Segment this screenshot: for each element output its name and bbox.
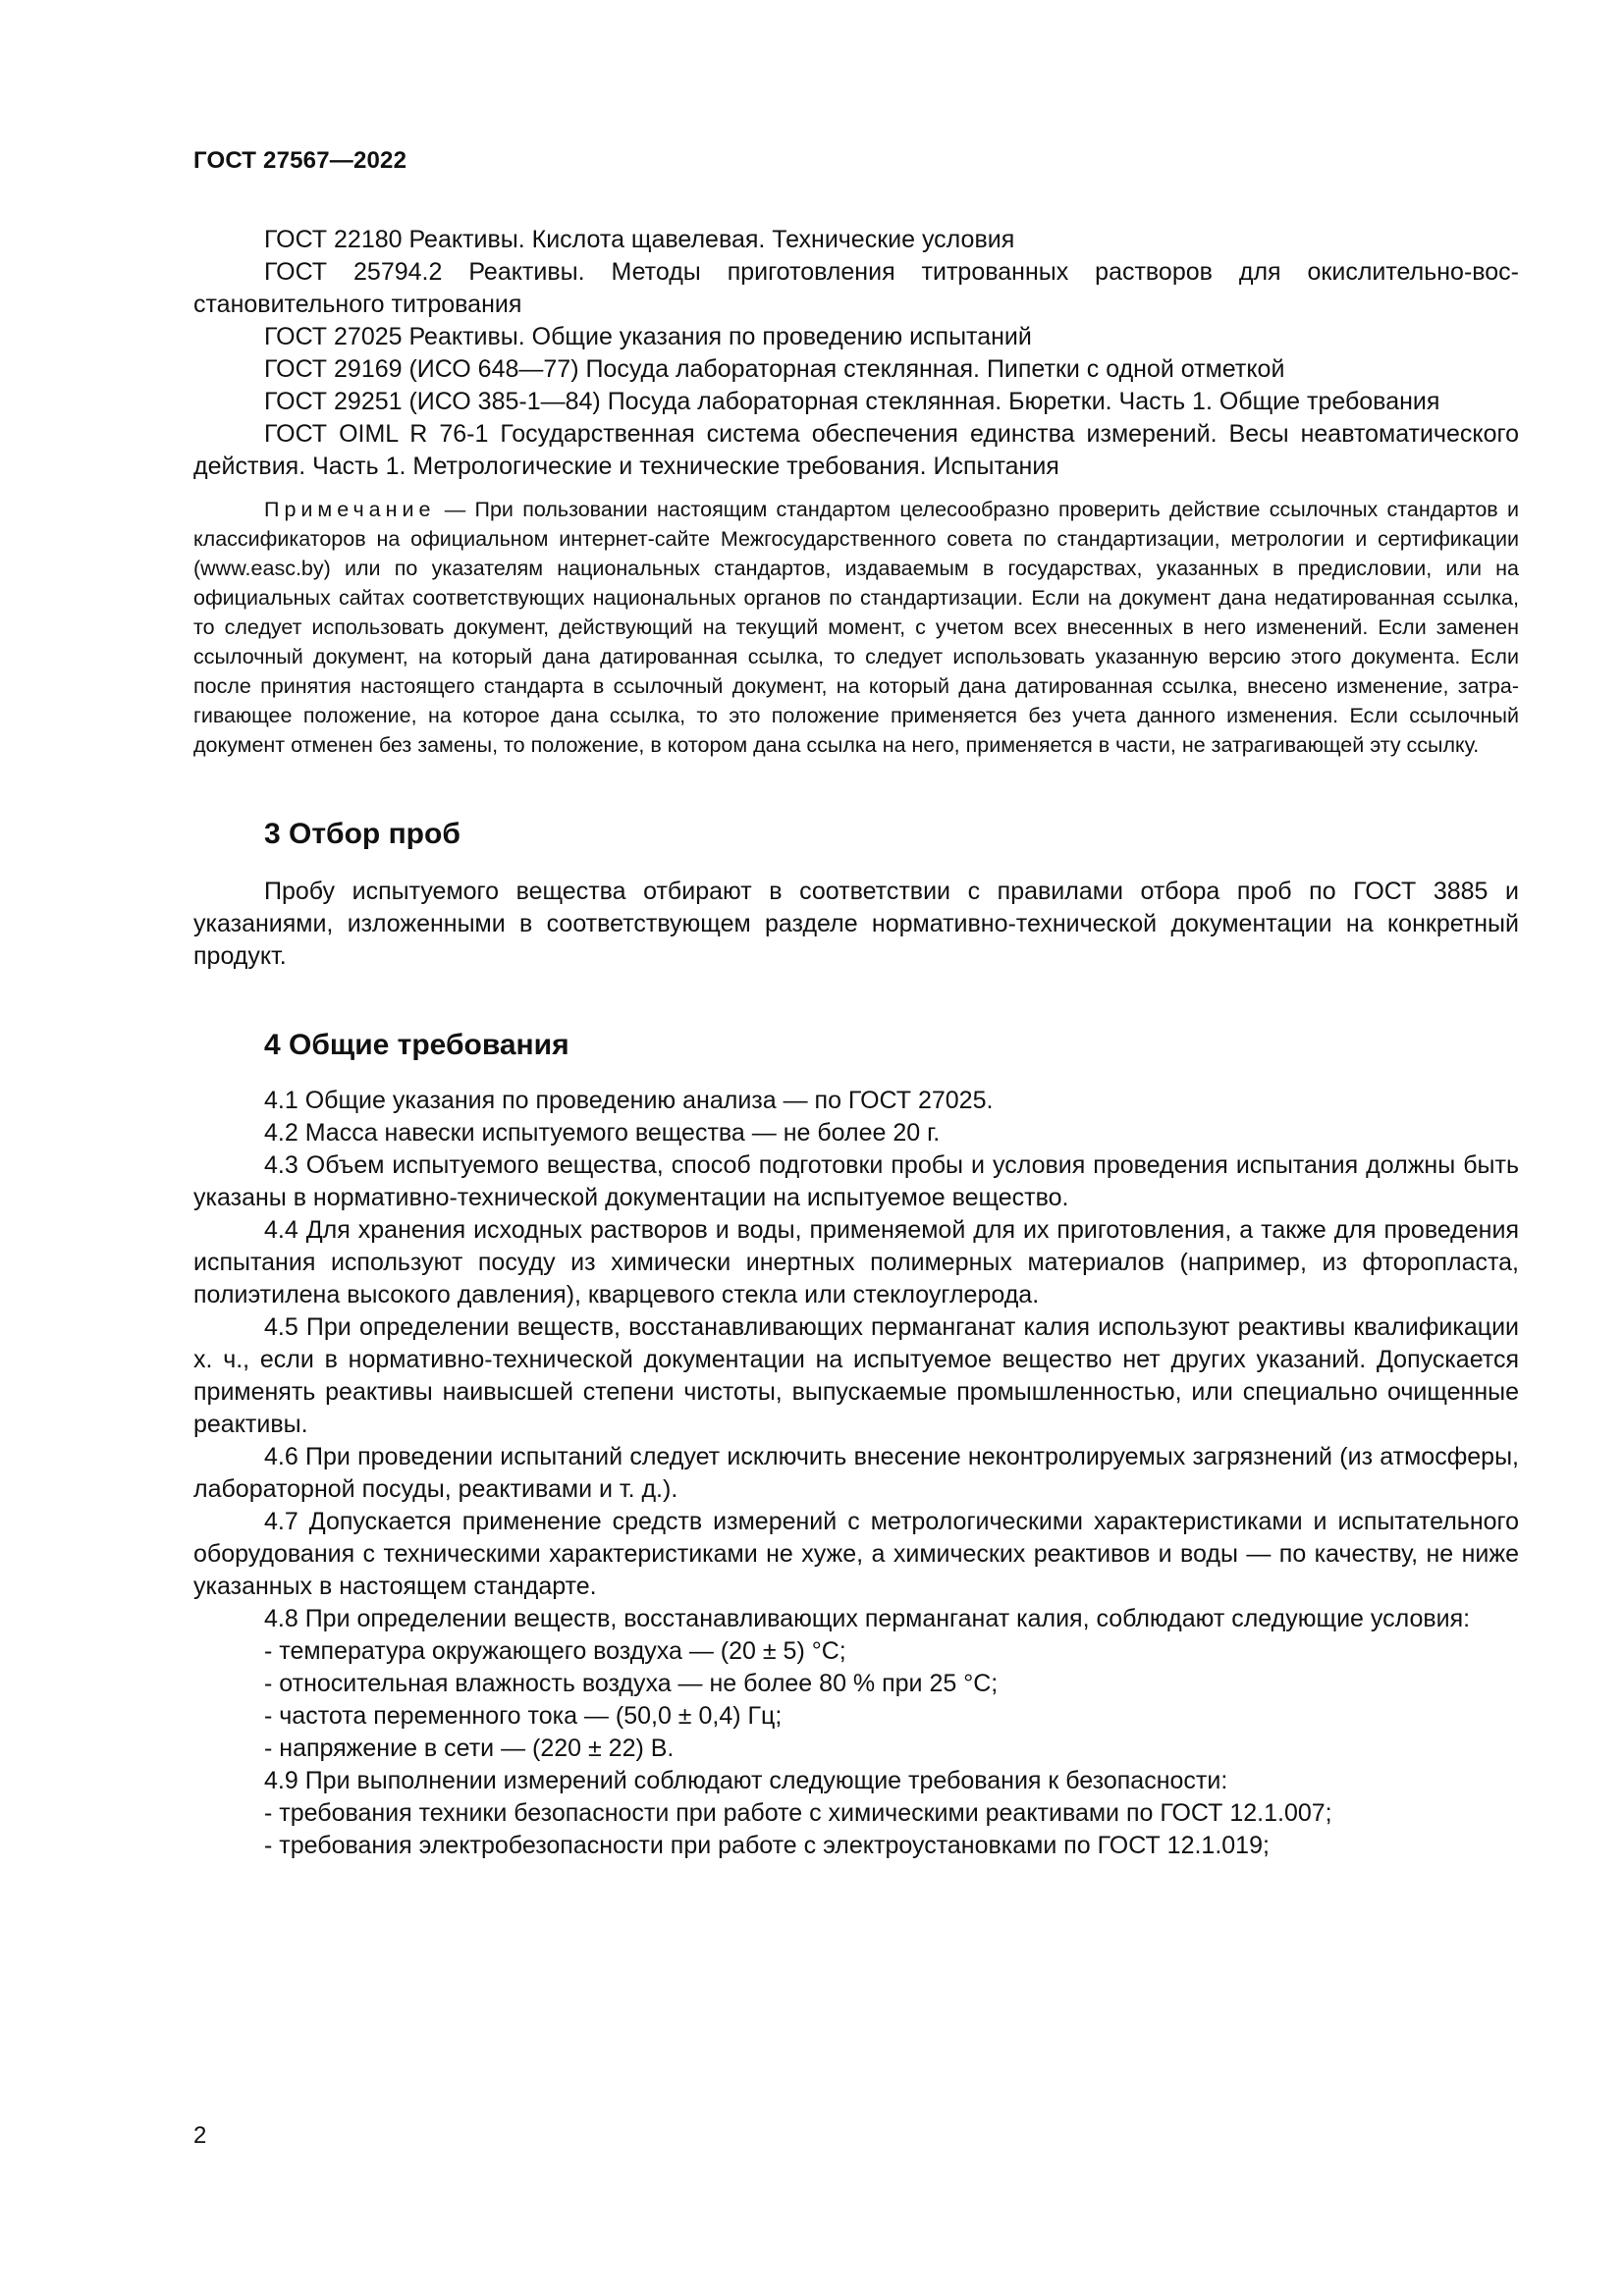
document-header: ГОСТ 27567—2022 <box>193 147 407 174</box>
reference-item: ГОСТ 25794.2 Реактивы. Методы приготовления титрованных растворов для окислительно-восстановительного титрования <box>193 258 1519 318</box>
section-4-heading: 4 Общие требования <box>264 1029 569 1061</box>
clause-4-5: 4.5 При определении веществ, восстанавливающих перманганат калия используют реактивы квалификации х. ч., если в нормативно-технической документации на испытуемое вещество нет других указаний. Допускается применять реактивы наивысшей степени чистоты, выпускаемые промышленностью, или специально очищенные реактивы. <box>193 1313 1519 1438</box>
page-content <box>193 224 1519 1862</box>
clause-4-4: 4.4 Для хранения исходных растворов и воды, применяемой для их приготовления, а также для проведения испытания используют посуду из химически инертных полимерных материалов (например, из фторопласта, полиэтилена высокого давления), кварцевого стекла или стеклоуглерода. <box>193 1216 1519 1308</box>
clause-4-1: 4.1 Общие указания по проведению анализа — по ГОСТ 27025. <box>264 1087 994 1114</box>
clause-4-6: 4.6 При проведении испытаний следует исключить внесение неконтролируемых загрязнений (из атмосферы, лабораторной посуды, реактивами и т. д.). <box>193 1443 1519 1503</box>
reference-item: ГОСТ 27025 Реактивы. Общие указания по проведению испытаний <box>264 323 1032 350</box>
section-3-heading: 3 Отбор проб <box>264 818 460 850</box>
condition-item: - температура окружающего воздуха — (20 ± 5) °С; <box>264 1637 846 1665</box>
conditions-list <box>193 1635 1519 1765</box>
condition-item: - напряжение в сети — (220 ± 22) В. <box>264 1735 675 1762</box>
clause-4-9: 4.9 При выполнении измерений соблюдают следующие требования к безопасности: <box>264 1767 1228 1794</box>
reference-item: ГОСТ OIML R 76-1 Государственная система обеспечения единства измерений. Весы неавтоматического действия. Часть 1. Метрологические и технические требования. Испытания <box>193 420 1519 480</box>
normative-references-list <box>193 224 1519 483</box>
note-paragraph <box>193 495 1519 760</box>
safety-item: - требования техники безопасности при работе с химическими реактивами по ГОСТ 12.1.007; <box>264 1799 1332 1827</box>
safety-item: - требования электробезопасности при работе с электроустановками по ГОСТ 12.1.019; <box>264 1832 1270 1859</box>
reference-item: ГОСТ 29251 (ИСО 385-1—84) Посуда лабораторная стеклянная. Бюретки. Часть 1. Общие требования <box>264 388 1440 415</box>
condition-item: - частота переменного тока — (50,0 ± 0,4) Гц; <box>264 1702 783 1730</box>
note-text: — При пользовании настоящим стандартом целесообразно проверить действие ссылочных стандартов и классификаторов на официальном интернет-сайте Межгосударственного совета по стандартизации, метрологии и сертификации (www.easc.by) или по указателям национальных стандартов, издаваемым в государствах, указанных в предисловии, или на официальных сайтах соответствующих национальных органов по стандартизации. Если на документ дана недатированная ссылка, то следует использовать документ, действующий на текущий момент, с учетом всех внесенных в него изменений. Если заменен ссылочный документ, на который дана датированная ссылка, то следует использовать указанную версию этого документа. Если после принятия настоящего стандарта в ссылочный документ, на который дана датированная ссылка, внесено изменение, затрагивающее положение, на которое дана ссылка, то это положение применяется без учета данного изменения. Если ссылочный документ отменен без замены, то положение, в котором дана ссылка на него, применяется в части, не затрагивающей эту ссылку. <box>193 498 1519 757</box>
section-4 <box>193 1026 1519 1862</box>
clause-4-2: 4.2 Масса навески испытуемого вещества — не более 20 г. <box>264 1119 941 1147</box>
clause-4-7: 4.7 Допускается применение средств измерений с метрологическими характеристиками и испытательного оборудования с техническими характеристиками не хуже, а химических реактивов и воды — по качеству, не ниже указанных в настоящем стандарте. <box>193 1508 1519 1600</box>
section-3 <box>193 815 1519 973</box>
safety-list <box>193 1797 1519 1862</box>
reference-item: ГОСТ 29169 (ИСО 648—77) Посуда лабораторная стеклянная. Пипетки с одной отметкой <box>264 355 1285 383</box>
note-label: Примечание <box>264 498 436 521</box>
page-number: 2 <box>193 2122 207 2149</box>
clause-4-3: 4.3 Объем испытуемого вещества, способ подготовки пробы и условия проведения испытания должны быть указаны в нормативно-технической документации на испытуемое вещество. <box>193 1151 1519 1211</box>
section-3-paragraph: Пробу испытуемого вещества отбирают в соответствии с правилами отбора проб по ГОСТ 3885 и указаниями, изложенными в соответствующем разделе нормативно-технической документации на конкретный продукт. <box>193 878 1519 970</box>
clause-4-8: 4.8 При определении веществ, восстанавливающих перманганат калия, соблюдают следующие условия: <box>264 1605 1471 1632</box>
condition-item: - относительная влажность воздуха — не более 80 % при 25 °С; <box>264 1670 999 1697</box>
reference-item: ГОСТ 22180 Реактивы. Кислота щавелевая. Технические условия <box>264 226 1015 253</box>
